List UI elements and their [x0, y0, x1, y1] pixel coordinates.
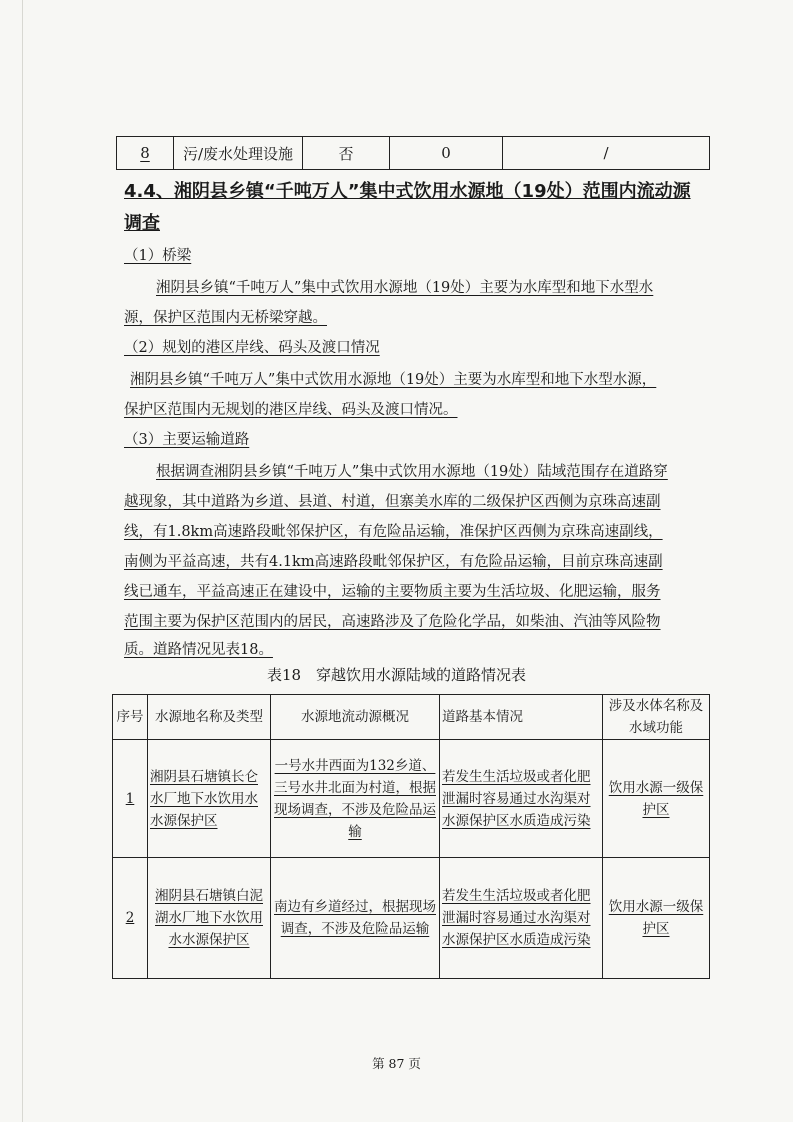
paragraph-roads-line: 南侧为平益高速，共有4.1km高速路段毗邻保护区，有危险品运输，目前京珠高速副 — [124, 554, 663, 570]
paragraph-roads-line: 根据调查湘阴县乡镇“千吨万人”集中式饮用水源地（19处）陆域范围存在道路穿 — [156, 464, 668, 480]
paragraph-roads-line: 范围主要为保护区范围内的居民，高速路涉及了危险化学品，如柴油、汽油等风险物 — [124, 614, 661, 630]
paragraph-ports-line-2: 保护区范围内无规划的港区岸线、码头及渡口情况。 — [124, 402, 458, 418]
source-name: 湘阴县石塘镇长仑水厂地下水饮用水水源保护区 — [148, 740, 271, 858]
paragraph-roads-line: 线，有1.8km高速路段毗邻保护区，有危险品运输，准保护区西侧为京珠高速副线， — [124, 524, 663, 540]
water-function: 饮用水源一级保护区 — [603, 740, 710, 858]
road-info: 若发生生活垃圾或者化肥泄漏时容易通过水沟渠对水源保护区水质造成污染 — [440, 858, 603, 979]
facility-count: 0 — [390, 137, 503, 170]
previous-table-last-row — [116, 136, 710, 170]
row-number: 2 — [113, 858, 148, 979]
facility-answer: 否 — [303, 137, 390, 170]
paragraph-bridges-line-2: 源，保护区范围内无桥梁穿越。 — [124, 310, 327, 326]
source-name: 湘阴县石塘镇白泥湖水厂地下水饮用水水源保护区 — [148, 858, 271, 979]
subheading-bridges: （1）桥梁 — [124, 248, 192, 264]
page-number: 第 87 页 — [372, 1056, 421, 1071]
facility-note: / — [503, 137, 710, 170]
header-cell: 水源地名称及类型 — [148, 695, 271, 740]
paragraph-ports-line-1: 湘阴县乡镇“千吨万人”集中式饮用水源地（19处）主要为水库型和地下水型水源， — [130, 372, 657, 388]
paragraph-roads-line: 线已通车，平益高速正在建设中，运输的主要物质主要为生活垃圾、化肥运输，服务 — [124, 584, 661, 600]
source-overview: 南边有乡道经过，根据现场调查，不涉及危险品运输 — [271, 858, 440, 979]
facility-name: 污/废水处理设施 — [174, 137, 303, 170]
table-caption: 表18 穿越饮用水源陆域的道路情况表 — [266, 666, 527, 684]
water-function: 饮用水源一级保护区 — [603, 858, 710, 979]
row-number: 1 — [113, 740, 148, 858]
table-row — [117, 137, 710, 170]
paragraph-roads-line: 越现象，其中道路为乡道、县道、村道，但寨美水库的二级保护区西侧为京珠高速副 — [124, 494, 661, 510]
row-number: 8 — [117, 137, 174, 170]
paragraph-roads-line: 质。道路情况见表18。 — [124, 642, 273, 658]
table-row — [113, 858, 710, 979]
header-cell: 序号 — [113, 695, 148, 740]
header-cell: 道路基本情况 — [440, 695, 603, 740]
subheading-ports: （2）规划的港区岸线、码头及渡口情况 — [124, 340, 380, 356]
table-header-row — [113, 695, 710, 740]
source-overview: 一号水井西面为132乡道、三号水井北面为村道，根据现场调查，不涉及危险品运输 — [271, 740, 440, 858]
section-heading: 4.4、湘阴县乡镇“千吨万人”集中式饮用水源地（19处）范围内流动源调查 — [124, 181, 691, 234]
paragraph-bridges-line-1: 湘阴县乡镇“千吨万人”集中式饮用水源地（19处）主要为水库型和地下水型水 — [156, 280, 654, 296]
header-cell: 水源地流动源概况 — [271, 695, 440, 740]
roads-table — [112, 694, 710, 979]
road-info: 若发生生活垃圾或者化肥泄漏时容易通过水沟渠对水源保护区水质造成污染 — [440, 740, 603, 858]
subheading-roads: （3）主要运输道路 — [124, 432, 250, 448]
table-row — [113, 740, 710, 858]
header-cell: 涉及水体名称及水域功能 — [603, 695, 710, 740]
scan-edge-line — [22, 0, 23, 1122]
